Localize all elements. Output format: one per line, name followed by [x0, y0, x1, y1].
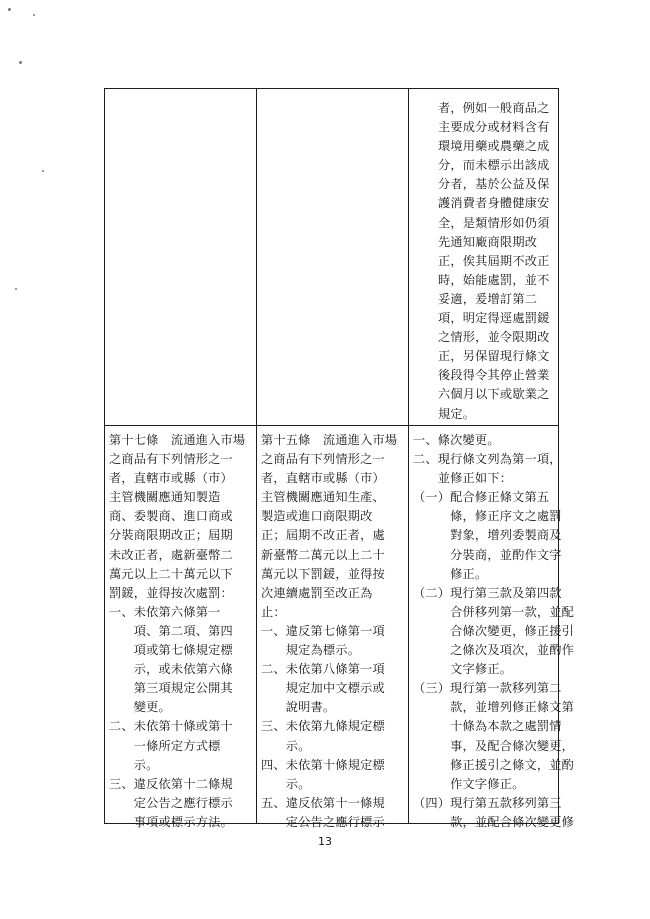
text-line: 對象，增列委製商及 — [413, 528, 562, 543]
article-heading-line: 第十七條 流通進入市場 — [109, 433, 246, 447]
text-line: （二）現行第三款及第四款 — [413, 585, 562, 600]
amended-article-cell — [109, 431, 245, 832]
text-line: 分裝商限期改正；屆期 — [109, 528, 233, 543]
text-line: 分者，基於公益及保 — [438, 177, 550, 192]
text-line: 規定加中文標示或 — [261, 681, 385, 696]
text-line: 規定。 — [438, 406, 476, 421]
text-line: 者，直轄市或縣（市） — [109, 471, 233, 486]
text-line: 環境用藥或農藥之成 — [438, 139, 550, 154]
text-line: 示。 — [261, 738, 311, 753]
text-line: 四、未依第十條規定標 — [261, 757, 385, 772]
text-line: 製造或進口商限期改 — [261, 509, 373, 524]
text-line: 項、第二項、第四 — [109, 623, 233, 638]
text-line: 妥適，爰增訂第二 — [438, 291, 538, 306]
text-line: 罰鍰，並得按次處罰： — [109, 585, 233, 600]
text-line: 萬元以下罰鍰，並得按 — [261, 566, 385, 581]
article-heading-line: 第十五條 流通進入市場 — [261, 433, 398, 447]
text-line: （一）配合修正條文第五 — [413, 490, 550, 505]
text-line: 之商品有下列情形之一 — [109, 452, 233, 467]
comparison-table — [104, 88, 575, 829]
row-divider — [105, 425, 558, 426]
text-line: 定公告之應行標示 — [261, 814, 385, 829]
top-explanation-cell — [438, 99, 550, 424]
text-line: 項或第七條規定標 — [109, 643, 233, 658]
text-line: 主管機關應通知製造 — [109, 490, 221, 505]
text-line: 作文字修正。 — [413, 776, 525, 791]
text-line: 項，明定得逕處罰鍰 — [438, 311, 550, 326]
text-line: 主管機關應通知生產、 — [261, 490, 385, 505]
page-number: 13 — [318, 835, 332, 848]
text-line: 商、委製商、進口商或 — [109, 509, 233, 524]
text-line: 定公告之應行標示 — [109, 795, 233, 810]
text-line: 事，及配合條次變更， — [413, 738, 575, 753]
text-line: 萬元以上二十萬元以下 — [109, 566, 233, 581]
text-line: 三、未依第九條規定標 — [261, 719, 385, 734]
text-line: 五、違反依第十一條規 — [261, 795, 385, 810]
text-line: 修正援引之條文，並酌 — [413, 757, 575, 772]
current-article-cell — [261, 431, 397, 832]
text-line: 十條為本款之處罰情 — [413, 719, 562, 734]
text-line: 說明書。 — [261, 700, 336, 715]
text-line: 款，並增列修正條文第 — [413, 700, 575, 715]
text-line: （三）現行第一款移列第二 — [413, 681, 562, 696]
text-line: 修正。 — [413, 566, 488, 581]
text-line: 示，或未依第六條 — [109, 662, 233, 677]
text-line: 規定為標示。 — [261, 643, 361, 658]
text-line: 未改正者，處新臺幣二 — [109, 547, 233, 562]
text-line: 護消費者身體健康安 — [438, 196, 550, 211]
text-line: 新臺幣二萬元以上二十 — [261, 547, 385, 562]
text-line: 之情形，並令限期改 — [438, 330, 550, 345]
text-line: 條，修正序文之處罰 — [413, 509, 562, 524]
scan-speck — [33, 14, 35, 16]
text-line: 正，俟其屆期不改正 — [438, 253, 550, 268]
text-line: 二、未依第十條或第十 — [109, 719, 233, 734]
text-line: 分，而未標示出該成 — [438, 158, 550, 173]
explanation-cell — [413, 431, 574, 832]
scan-speck — [19, 61, 22, 64]
text-line: 二、未依第八條第一項 — [261, 662, 385, 677]
text-line: 主要成分或材料含有 — [438, 120, 550, 135]
column-divider — [408, 89, 409, 823]
text-line: （四）現行第五款移列第三 — [413, 795, 562, 810]
text-line: 正，另保留現行條文 — [438, 349, 550, 364]
text-line: 合條次變更，修正援引 — [413, 623, 575, 638]
text-line: 示。 — [261, 776, 311, 791]
text-line: 之條次及項次，並酌作 — [413, 643, 575, 658]
scan-speck — [15, 288, 17, 290]
text-line: 並修正如下： — [413, 471, 513, 486]
text-line: 事項或標示方法。 — [109, 814, 233, 829]
text-line: 二、現行條文列為第一項， — [413, 452, 562, 467]
text-line: 次連續處罰至改正為 — [261, 585, 373, 600]
text-line: 變更。 — [109, 700, 171, 715]
text-line: 先通知廠商限期改 — [438, 234, 538, 249]
text-line: 一、違反第七條第一項 — [261, 623, 385, 638]
text-line: 者，直轄市或縣（市） — [261, 471, 385, 486]
text-line: 示。 — [109, 757, 159, 772]
text-line: 者，例如一般商品之 — [438, 101, 550, 115]
text-line: 三、違反依第十二條規 — [109, 776, 233, 791]
text-line: 後段得令其停止營業 — [438, 368, 550, 383]
text-line: 之商品有下列情形之一 — [261, 452, 385, 467]
text-line: 時，始能處罰，並不 — [438, 272, 550, 287]
text-line: 正；屆期不改正者，處 — [261, 528, 385, 543]
text-line: 分裝商，並酌作文字 — [413, 547, 562, 562]
text-line: 止： — [261, 604, 286, 619]
text-line: 一條所定方式標 — [109, 738, 221, 753]
text-line: 款，並配合條次變更修 — [413, 814, 575, 829]
text-line: 六個月以下或歇業之 — [438, 387, 550, 402]
text-line: 第三項規定公開其 — [109, 681, 233, 696]
text-line: 合併移列第一款，並配 — [413, 604, 575, 619]
text-line: 一、條次變更。 — [413, 433, 500, 447]
text-line: 文字修正。 — [413, 662, 513, 677]
column-divider — [256, 89, 257, 823]
scan-speck — [42, 170, 44, 172]
text-line: 一、未依第六條第一 — [109, 604, 221, 619]
scan-speck — [8, 8, 11, 11]
text-line: 全，是類情形如仍須 — [438, 215, 550, 230]
